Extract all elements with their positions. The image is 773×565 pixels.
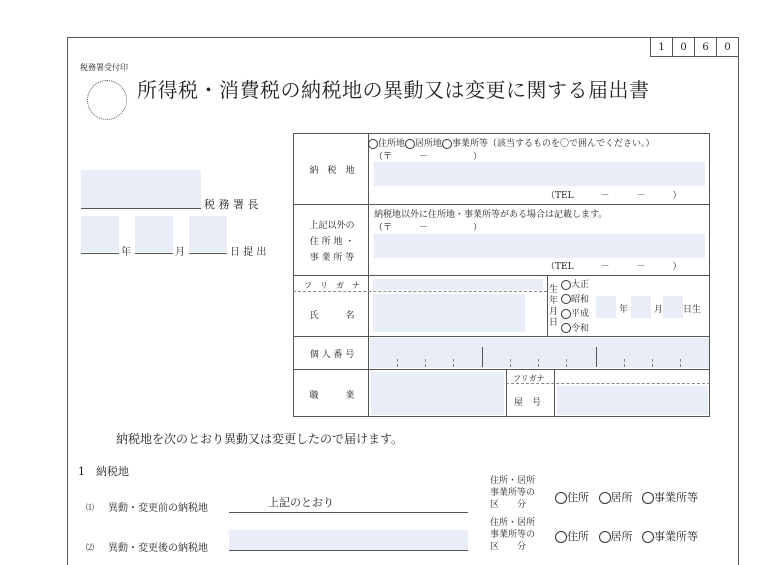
other-address-tel: （TEL － － ） bbox=[546, 262, 682, 272]
stamp-circle bbox=[87, 80, 127, 120]
radio-icon[interactable] bbox=[555, 492, 567, 504]
tax-location-option: 住所地 bbox=[378, 139, 406, 149]
radio-icon[interactable] bbox=[642, 531, 654, 543]
occupation-field[interactable] bbox=[371, 372, 504, 415]
radio-icon[interactable] bbox=[599, 492, 611, 504]
new-tax-location-field[interactable] bbox=[229, 530, 468, 550]
stamp-label: 税務署受付印 bbox=[80, 63, 128, 72]
shop-divider bbox=[554, 369, 555, 417]
item-value: 上記のとおり bbox=[268, 496, 334, 509]
occupation-label: 職 業 bbox=[309, 391, 355, 401]
shop-label: 屋 号 bbox=[514, 398, 542, 408]
category-label: 住所・居所 事業所等の 区 分 bbox=[490, 518, 536, 552]
birth-day-label: 日生 bbox=[683, 305, 702, 315]
furigana-divider bbox=[293, 291, 547, 292]
tax-location-postal: （〒 － ） bbox=[374, 152, 483, 162]
item-underline bbox=[229, 550, 468, 551]
other-address-label bbox=[300, 218, 364, 266]
radio-icon[interactable] bbox=[642, 492, 654, 504]
submit-month-label: 月 bbox=[175, 247, 185, 258]
submit-month-underline bbox=[135, 253, 173, 254]
form-number-digit: 0 bbox=[673, 37, 695, 57]
submit-month-field[interactable] bbox=[135, 216, 173, 252]
declaration-text: 納税地を次のとおり異動又は変更したので届けます。 bbox=[116, 432, 404, 446]
personal-number-field[interactable] bbox=[370, 338, 709, 368]
number-group-divider bbox=[482, 347, 483, 367]
birth-month-field[interactable] bbox=[631, 296, 651, 318]
form-number-digit: 0 bbox=[717, 37, 739, 57]
item-underline bbox=[229, 512, 468, 513]
digit-divider bbox=[538, 359, 539, 367]
tax-location-option: 事業所等 bbox=[452, 139, 489, 149]
birth-era-option: 令和 bbox=[571, 323, 590, 334]
category-option: 居所 bbox=[610, 491, 633, 504]
name-furigana-label: フ リ ガ ナ bbox=[304, 281, 360, 290]
tax-office-suffix: 税 務 署 長 bbox=[204, 198, 259, 211]
radio-icon[interactable] bbox=[599, 531, 611, 543]
tax-location-option: 居所地 bbox=[415, 139, 443, 149]
digit-divider bbox=[680, 359, 681, 367]
category-options bbox=[555, 489, 698, 505]
form-number-digit: 1 bbox=[650, 37, 673, 57]
personal-number-label: 個 人 番 号 bbox=[309, 350, 355, 360]
tax-location-tel: （TEL － － ） bbox=[546, 191, 682, 201]
other-address-postal: （〒 － ） bbox=[374, 223, 483, 233]
table-row-divider bbox=[293, 275, 710, 276]
submit-day-field[interactable] bbox=[189, 216, 227, 252]
submit-year-label: 年 bbox=[121, 247, 131, 258]
item-label: 異動・変更前の納税地 bbox=[108, 503, 208, 514]
birth-divider bbox=[547, 275, 548, 336]
page-title: 所得税・消費税の納税地の異動又は変更に関する届出書 bbox=[137, 78, 650, 102]
table-row-divider bbox=[293, 204, 710, 205]
radio-icon[interactable] bbox=[561, 294, 571, 304]
form-number bbox=[650, 37, 739, 57]
birth-year-field[interactable] bbox=[596, 296, 616, 318]
tax-office-field[interactable] bbox=[81, 170, 201, 208]
other-address-label-line: 上記以外の bbox=[309, 221, 355, 231]
birth-year-label: 年 bbox=[619, 305, 629, 315]
shop-divider bbox=[506, 369, 507, 417]
radio-icon[interactable] bbox=[368, 139, 378, 149]
digit-divider bbox=[566, 359, 567, 367]
digit-divider bbox=[652, 359, 653, 367]
birth-era-option: 平成 bbox=[571, 309, 590, 319]
digit-divider bbox=[453, 359, 454, 367]
tax-location-options bbox=[368, 136, 655, 149]
category-option: 居所 bbox=[610, 530, 633, 543]
radio-icon[interactable] bbox=[442, 139, 452, 149]
other-address-field[interactable] bbox=[374, 234, 705, 258]
radio-icon[interactable] bbox=[405, 139, 415, 149]
category-option: 事業所等 bbox=[654, 491, 698, 504]
tax-office-underline bbox=[81, 208, 201, 209]
category-option: 住所 bbox=[567, 530, 589, 543]
digit-divider bbox=[624, 359, 625, 367]
birth-era-options bbox=[561, 278, 589, 336]
birth-day-field[interactable] bbox=[663, 296, 683, 318]
birth-era-option: 昭和 bbox=[571, 294, 590, 305]
item-number: ⑴ bbox=[86, 503, 94, 512]
birth-label: 生年月日 bbox=[549, 285, 559, 328]
digit-divider bbox=[510, 359, 511, 367]
tax-location-label: 納 税 地 bbox=[309, 166, 355, 176]
submit-year-underline bbox=[81, 253, 119, 254]
number-group-divider bbox=[596, 347, 597, 367]
item-number: ⑵ bbox=[86, 543, 94, 552]
submit-year-field[interactable] bbox=[81, 216, 119, 252]
category-option: 事業所等 bbox=[654, 530, 698, 543]
other-address-label-line: 事 業 所 等 bbox=[309, 253, 355, 263]
birth-month-label: 月 bbox=[654, 305, 664, 315]
radio-icon[interactable] bbox=[561, 309, 571, 319]
shop-furigana-label: フリガナ bbox=[513, 374, 545, 383]
tax-location-address-field[interactable] bbox=[374, 162, 705, 186]
table-row-divider bbox=[293, 369, 710, 370]
table-row-divider bbox=[293, 336, 710, 337]
tax-location-note: （該当するものを〇で囲んでください。） bbox=[488, 139, 655, 149]
digit-divider bbox=[397, 359, 398, 367]
form-number-digit: 6 bbox=[695, 37, 717, 57]
submit-day-underline bbox=[189, 253, 227, 254]
radio-icon[interactable] bbox=[561, 280, 571, 290]
item-label: 異動・変更後の納税地 bbox=[108, 543, 208, 554]
category-option: 住所 bbox=[567, 491, 589, 504]
category-label: 住所・居所 事業所等の 区 分 bbox=[490, 476, 536, 510]
section-heading: 1 納税地 bbox=[78, 465, 129, 478]
other-address-note: 納税地以外に住所地・事業所等がある場合は記載します。 bbox=[374, 210, 608, 220]
radio-icon[interactable] bbox=[561, 323, 571, 333]
category-options bbox=[555, 528, 698, 544]
shop-name-field[interactable] bbox=[557, 386, 708, 415]
name-label: 氏 名 bbox=[309, 311, 355, 321]
name-field[interactable] bbox=[373, 294, 525, 332]
birth-era-option: 大正 bbox=[571, 280, 590, 290]
submit-day-label: 日 提 出 bbox=[230, 247, 267, 258]
other-address-label-line: 住 所 地 ・ bbox=[309, 237, 355, 247]
radio-icon[interactable] bbox=[555, 531, 567, 543]
digit-divider bbox=[425, 359, 426, 367]
name-furigana-field[interactable] bbox=[373, 279, 543, 290]
